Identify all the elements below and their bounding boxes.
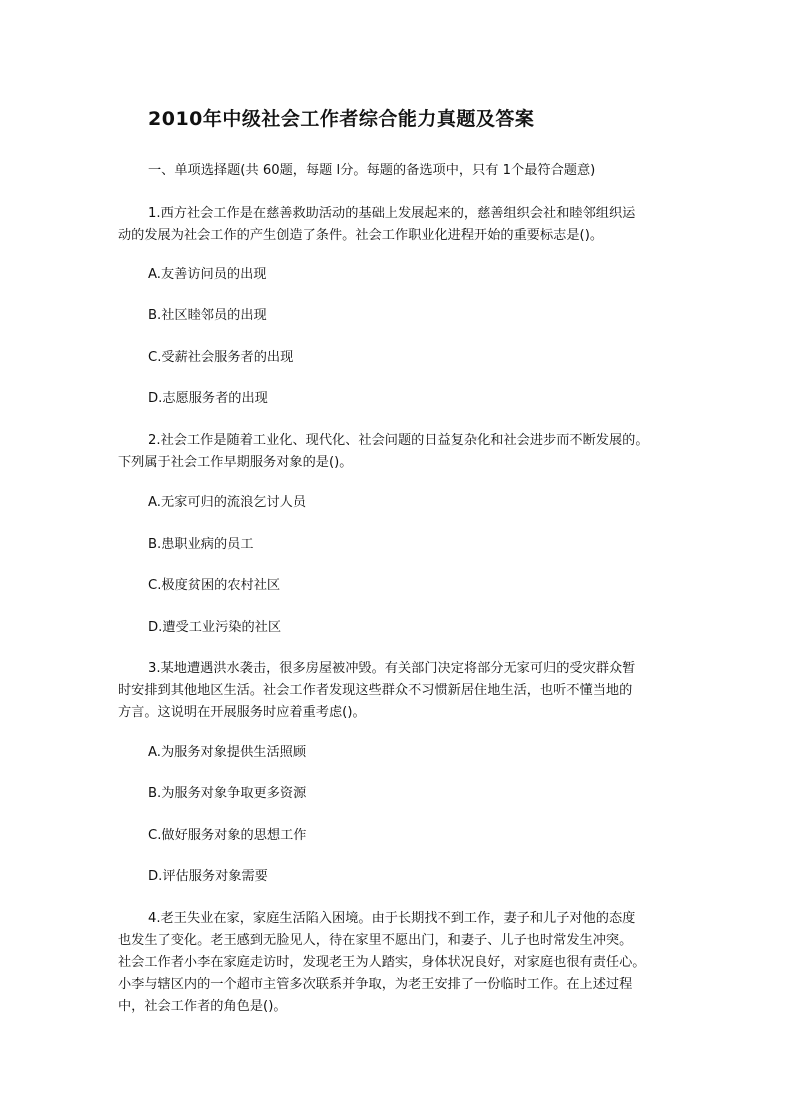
question-stem-line: 小李与辖区内的一个超市主管多次联系并争取，为老王安排了一份临时工作。在上述过程	[118, 977, 633, 992]
question-3-option-d: D.评估服务对象需要	[148, 869, 268, 884]
question-stem-line: 4.老王失业在家，家庭生活陷入困境。由于长期找不到工作，妻子和儿子对他的态度	[148, 911, 636, 926]
question-stem-line: 3.某地遭遇洪水袭击，很多房屋被冲毁。有关部门决定将部分无家可归的受灾群众暂	[148, 661, 636, 676]
question-stem-line: 中，社会工作者的角色是()。	[118, 999, 287, 1014]
question-1-option-a: A.友善访问员的出现	[148, 267, 267, 282]
question-stem-line: 下列属于社会工作早期服务对象的是()。	[118, 455, 353, 470]
question-3-option-b: B.为服务对象争取更多资源	[148, 786, 307, 801]
question-stem-line: 方言。这说明在开展服务时应着重考虑()。	[118, 705, 366, 720]
question-1-option-b: B.社区睦邻员的出现	[148, 308, 267, 323]
document-title: 2010年中级社会工作者综合能力真题及答案	[148, 108, 535, 130]
question-2-option-c: C.极度贫困的农村社区	[148, 578, 281, 593]
question-3-stem	[118, 658, 635, 724]
question-3-option-c: C.做好服务对象的思想工作	[148, 828, 307, 843]
question-2-option-d: D.遭受工业污染的社区	[148, 620, 282, 635]
question-stem-line: 2.社会工作是随着工业化、现代化、社会问题的日益复杂化和社会进步而不断发展的。	[148, 433, 649, 448]
question-1-option-d: D.志愿服务者的出现	[148, 391, 268, 406]
question-4-stem	[118, 908, 646, 1018]
question-2-option-a: A.无家可归的流浪乞讨人员	[148, 495, 307, 510]
question-stem-line: 1.西方社会工作是在慈善救助活动的基础上发展起来的，慈善组织会社和睦邻组织运	[148, 206, 636, 221]
question-1-option-c: C.受薪社会服务者的出现	[148, 350, 294, 365]
section-heading: 一、单项选择题(共 60题，每题 l分。每题的备选项中，只有 1个最符合题意)	[148, 163, 596, 178]
question-2-option-b: B.患职业病的员工	[148, 537, 254, 552]
question-3-option-a: A.为服务对象提供生活照顾	[148, 745, 307, 760]
question-1-stem	[118, 203, 635, 247]
question-stem-line: 时安排到其他地区生活。社会工作者发现这些群众不习惯新居住地生活，也听不懂当地的	[118, 683, 633, 698]
question-stem-line: 社会工作者小李在家庭走访时，发现老王为人踏实，身体状况良好，对家庭也很有责任心。	[118, 955, 646, 970]
question-stem-line: 动的发展为社会工作的产生创造了条件。社会工作职业化进程开始的重要标志是()。	[118, 228, 604, 243]
question-2-stem	[118, 430, 649, 474]
question-stem-line: 也发生了变化。老王感到无脸见人，待在家里不愿出门，和妻子、儿子也时常发生冲突。	[118, 933, 633, 948]
